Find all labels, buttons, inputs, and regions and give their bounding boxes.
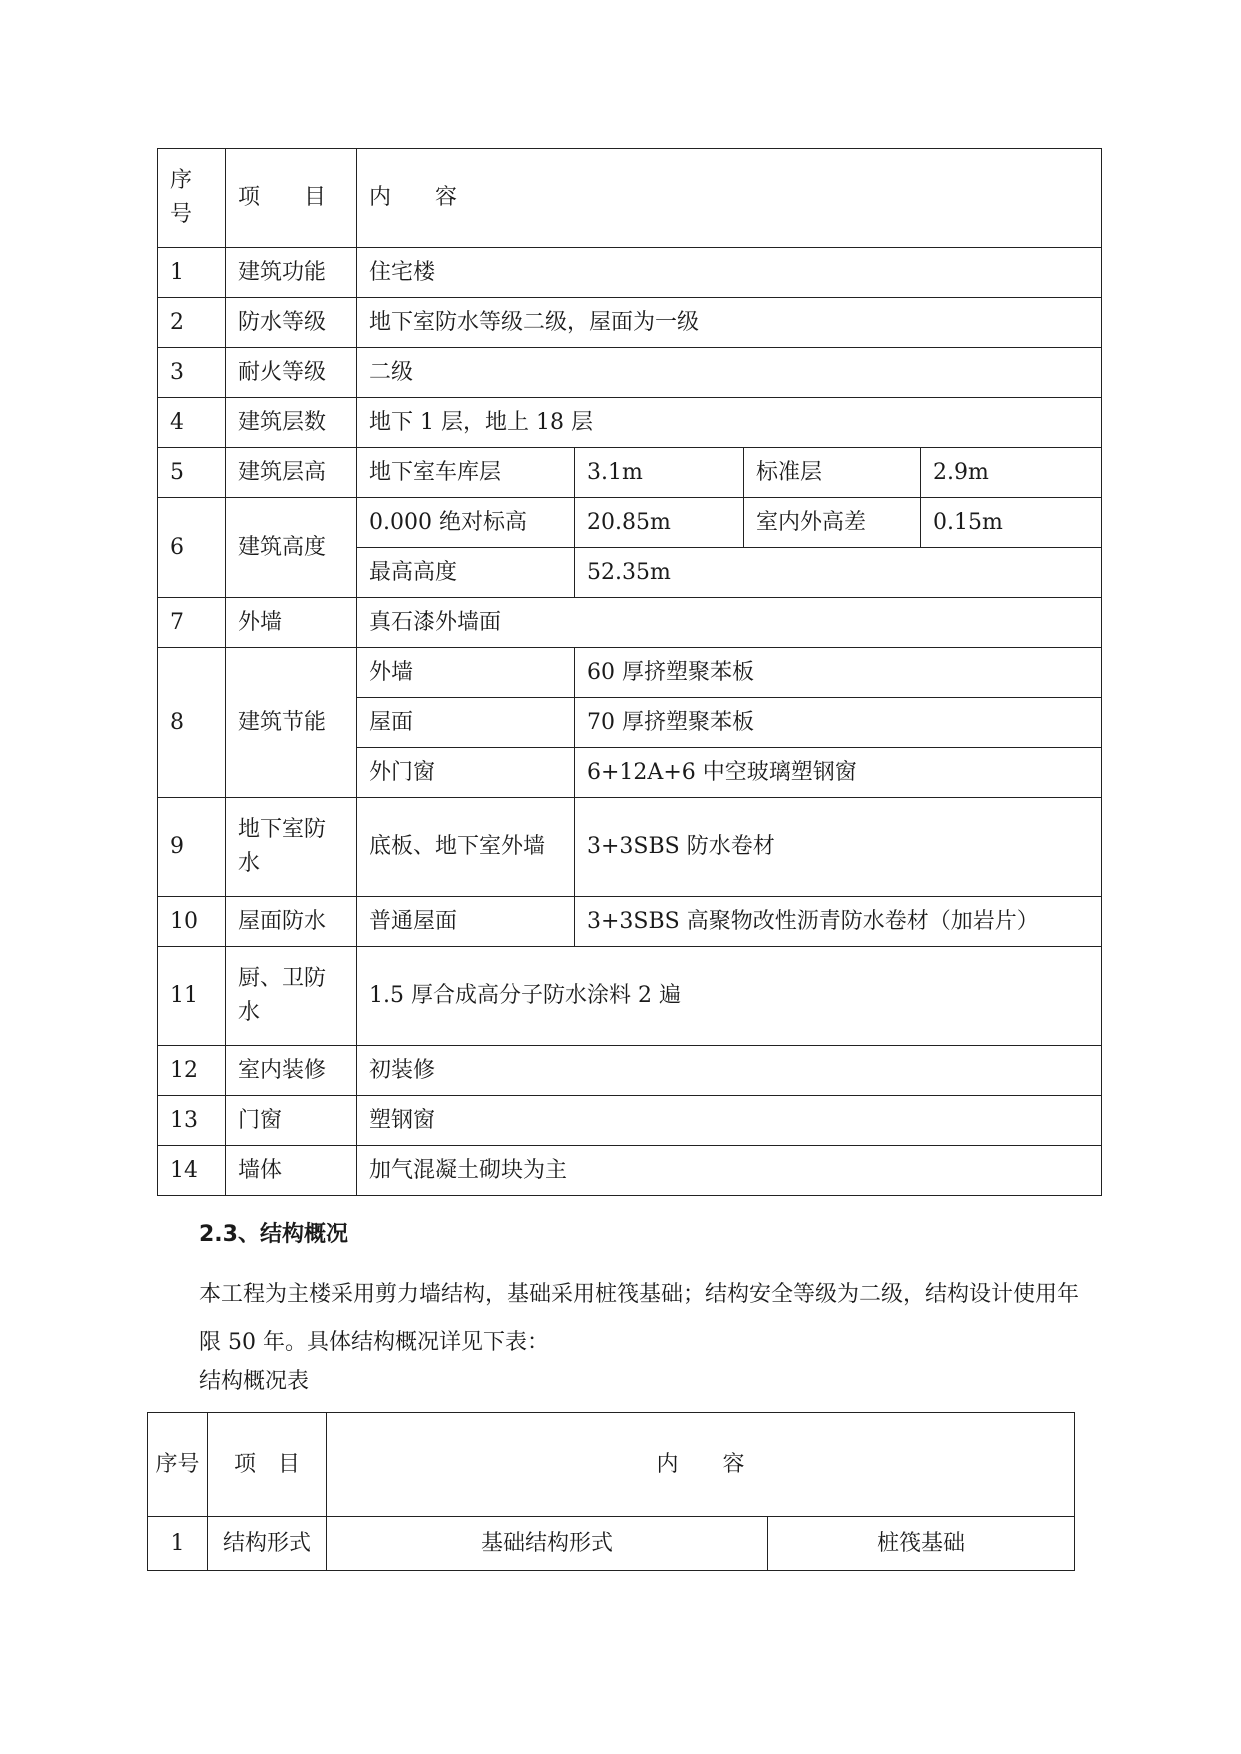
table-row (158, 1146, 1102, 1196)
row-item: 耐火等级 (226, 348, 357, 398)
row-cell: 3.1m (575, 448, 744, 498)
row-cell: 70 厚挤塑聚苯板 (575, 698, 1102, 748)
section-paragraph: 本工程为主楼采用剪力墙结构，基础采用桩筏基础；结构安全等级为二级，结构设计使用年限 50 年。具体结构概况详见下表： (199, 1282, 1080, 1355)
row-item: 建筑层高 (226, 448, 357, 498)
row-item: 墙体 (226, 1146, 357, 1196)
table-row (158, 798, 1102, 897)
row-cell: 52.35m (575, 548, 1102, 598)
table-row (158, 248, 1102, 298)
table-header-row (158, 149, 1102, 248)
table-row (158, 648, 1102, 698)
row-cell: 2.9m (921, 448, 1102, 498)
row-cell: 外墙 (357, 648, 575, 698)
row-content: 真石漆外墙面 (357, 598, 1102, 648)
row-cell: 地下室车库层 (357, 448, 575, 498)
row-no: 8 (158, 648, 226, 798)
row-no: 1 (148, 1517, 208, 1571)
row-item: 地下室防水 (226, 798, 357, 897)
row-content: 1.5 厚合成高分子防水涂料 2 遍 (357, 947, 1102, 1046)
row-cell: 标准层 (744, 448, 921, 498)
row-item: 屋面防水 (226, 897, 357, 947)
row-cell: 底板、地下室外墙 (357, 798, 575, 897)
table-caption: 结构概况表 (199, 1369, 310, 1394)
row-cell: 外门窗 (357, 748, 575, 798)
header-no: 序号 (158, 149, 226, 248)
row-item: 建筑层数 (226, 398, 357, 448)
header-item: 项 目 (226, 149, 357, 248)
row-item: 结构形式 (208, 1517, 327, 1571)
building-overview-table (157, 148, 1102, 1196)
header-item: 项 目 (208, 1413, 327, 1517)
row-no: 4 (158, 398, 226, 448)
table-row (158, 448, 1102, 498)
row-content: 二级 (357, 348, 1102, 398)
row-no: 1 (158, 248, 226, 298)
table-row (158, 1046, 1102, 1096)
row-item: 建筑节能 (226, 648, 357, 798)
row-cell: 0.000 绝对标高 (357, 498, 575, 548)
row-cell: 6+12A+6 中空玻璃塑钢窗 (575, 748, 1102, 798)
row-item: 厨、卫防水 (226, 947, 357, 1046)
header-content: 内 容 (357, 149, 1102, 248)
row-item: 建筑高度 (226, 498, 357, 598)
table-row (158, 348, 1102, 398)
row-cell: 室内外高差 (744, 498, 921, 548)
table-header-row (148, 1413, 1075, 1517)
row-item: 防水等级 (226, 298, 357, 348)
row-content: 初装修 (357, 1046, 1102, 1096)
row-content: 塑钢窗 (357, 1096, 1102, 1146)
row-no: 3 (158, 348, 226, 398)
structure-overview-table (147, 1412, 1075, 1571)
table-row (158, 1096, 1102, 1146)
row-no: 12 (158, 1046, 226, 1096)
row-cell: 20.85m (575, 498, 744, 548)
row-content: 地下室防水等级二级，屋面为一级 (357, 298, 1102, 348)
section-heading: 2.3、结构概况 (199, 1222, 348, 1247)
row-cell: 普通屋面 (357, 897, 575, 947)
header-content: 内 容 (327, 1413, 1075, 1517)
row-no: 6 (158, 498, 226, 598)
table-row (158, 947, 1102, 1046)
row-cell: 0.15m (921, 498, 1102, 548)
row-item: 外墙 (226, 598, 357, 648)
row-cell: 最高高度 (357, 548, 575, 598)
row-no: 13 (158, 1096, 226, 1146)
row-content: 住宅楼 (357, 248, 1102, 298)
row-cell: 基础结构形式 (327, 1517, 768, 1571)
row-content: 加气混凝土砌块为主 (357, 1146, 1102, 1196)
table-row (158, 598, 1102, 648)
header-no: 序号 (148, 1413, 208, 1517)
row-item: 门窗 (226, 1096, 357, 1146)
row-no: 10 (158, 897, 226, 947)
row-cell: 3+3SBS 高聚物改性沥青防水卷材（加岩片） (575, 897, 1102, 947)
row-no: 5 (158, 448, 226, 498)
table-row (158, 298, 1102, 348)
row-item: 建筑功能 (226, 248, 357, 298)
row-cell: 屋面 (357, 698, 575, 748)
row-no: 2 (158, 298, 226, 348)
row-cell: 3+3SBS 防水卷材 (575, 798, 1102, 897)
row-item: 室内装修 (226, 1046, 357, 1096)
table-row (148, 1517, 1075, 1571)
table-row (158, 498, 1102, 548)
row-content: 地下 1 层，地上 18 层 (357, 398, 1102, 448)
row-no: 7 (158, 598, 226, 648)
table-row (158, 897, 1102, 947)
row-no: 11 (158, 947, 226, 1046)
row-cell: 桩筏基础 (768, 1517, 1075, 1571)
row-no: 9 (158, 798, 226, 897)
table-row (158, 398, 1102, 448)
row-no: 14 (158, 1146, 226, 1196)
row-cell: 60 厚挤塑聚苯板 (575, 648, 1102, 698)
